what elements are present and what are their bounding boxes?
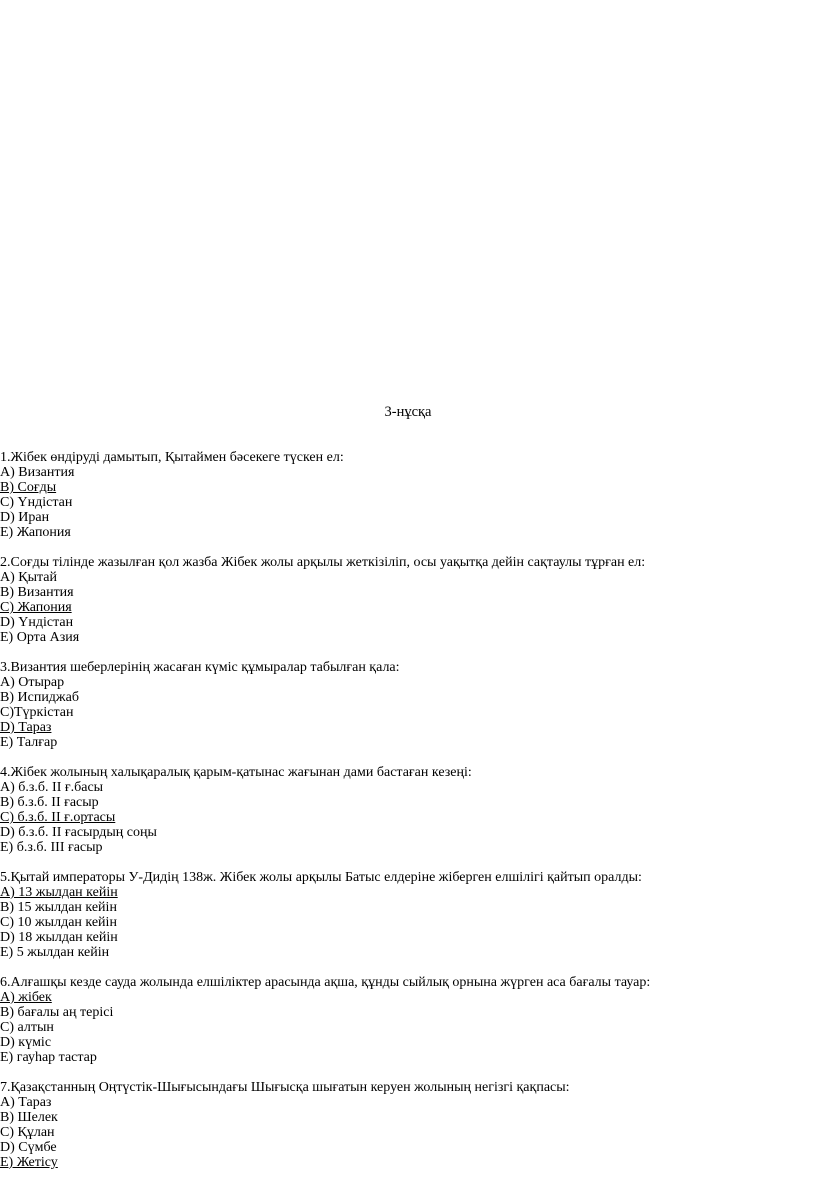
answer-option: E) Талғар: [0, 735, 58, 750]
answer-option-correct: E) Жетісу: [0, 1155, 58, 1170]
question-block: [0, 555, 810, 645]
answer-option: A) Византия: [0, 465, 75, 480]
answer-option: A) Қытай: [0, 570, 58, 585]
question-text: 1.Жібек өндіруді дамытып, Қытаймен бәсекеге түскен ел:: [0, 450, 344, 465]
answer-option: B) б.з.б. II ғасыр: [0, 795, 99, 810]
answer-option: C) алтын: [0, 1020, 54, 1035]
question-block: [0, 765, 810, 855]
question-text: 5.Қытай императоры У-Дидің 138ж. Жібек жолы арқылы Батыс елдеріне жіберген елшілігі қайтып оралды:: [0, 870, 642, 885]
answer-option: E) гауһар тастар: [0, 1050, 97, 1065]
answer-option: C)Түркістан: [0, 705, 74, 720]
answer-option-correct: D) Тараз: [0, 720, 52, 735]
question-text: 6.Алғашқы кезде сауда жолында елшіліктер арасында ақша, құнды сыйлық орнына жүрген аса бағалы тауар:: [0, 975, 651, 990]
answer-option: B) Византия: [0, 585, 74, 600]
answer-option: C) 10 жылдан кейін: [0, 915, 117, 930]
answer-option: B) Шелек: [0, 1110, 58, 1125]
answer-option-correct: A) жібек: [0, 990, 52, 1005]
answer-option: D) б.з.б. II ғасырдың соңы: [0, 825, 157, 840]
question-block: [0, 975, 810, 1065]
answer-option: C) Құлан: [0, 1125, 55, 1140]
question-block: [0, 1080, 810, 1170]
question-block: [0, 660, 810, 750]
answer-option: E) 5 жылдан кейін: [0, 945, 110, 960]
answer-option: D) Үндістан: [0, 615, 74, 630]
answer-option-correct: C) Жапония: [0, 600, 72, 615]
question-block: [0, 450, 810, 540]
answer-option: B) Испиджаб: [0, 690, 79, 705]
answer-option: B) 15 жылдан кейін: [0, 900, 117, 915]
answer-option: E) Жапония: [0, 525, 71, 540]
answer-option: E) б.з.б. III ғасыр: [0, 840, 103, 855]
answer-option: E) Орта Азия: [0, 630, 80, 645]
answer-option-correct: A) 13 жылдан кейін: [0, 885, 118, 900]
question-text: 4.Жібек жолының халықаралық қарым-қатынас жағынан дами бастаған кезеңі:: [0, 765, 472, 780]
answer-option: B) бағалы аң терісі: [0, 1005, 114, 1020]
question-text: 2.Соғды тілінде жазылған қол жазба Жібек жолы арқылы жеткізіліп, осы уақытқа дейін сақтаулы тұрған ел:: [0, 555, 646, 570]
question-list: [0, 450, 810, 1185]
answer-option-correct: C) б.з.б. II ғ.ортасы: [0, 810, 116, 825]
answer-option: D) Иран: [0, 510, 50, 525]
answer-option: D) 18 жылдан кейін: [0, 930, 118, 945]
question-block: [0, 870, 810, 960]
answer-option-correct: B) Соғды: [0, 480, 57, 495]
answer-option: D) Сүмбе: [0, 1140, 57, 1155]
question-text: 7.Қазақстанның Оңтүстік-Шығысындағы Шығысқа шығатын керуен жолының негізгі қақпасы:: [0, 1080, 570, 1095]
answer-option: D) күміс: [0, 1035, 52, 1050]
answer-option: A) Тараз: [0, 1095, 52, 1110]
variant-title: 3-нұсқа: [384, 404, 432, 420]
question-text: 3.Византия шеберлерінің жасаған күміс құмыралар табылған қала:: [0, 660, 400, 675]
answer-option: A) б.з.б. II ғ.басы: [0, 780, 104, 795]
answer-option: C) Үндістан: [0, 495, 73, 510]
answer-option: A) Отырар: [0, 675, 65, 690]
